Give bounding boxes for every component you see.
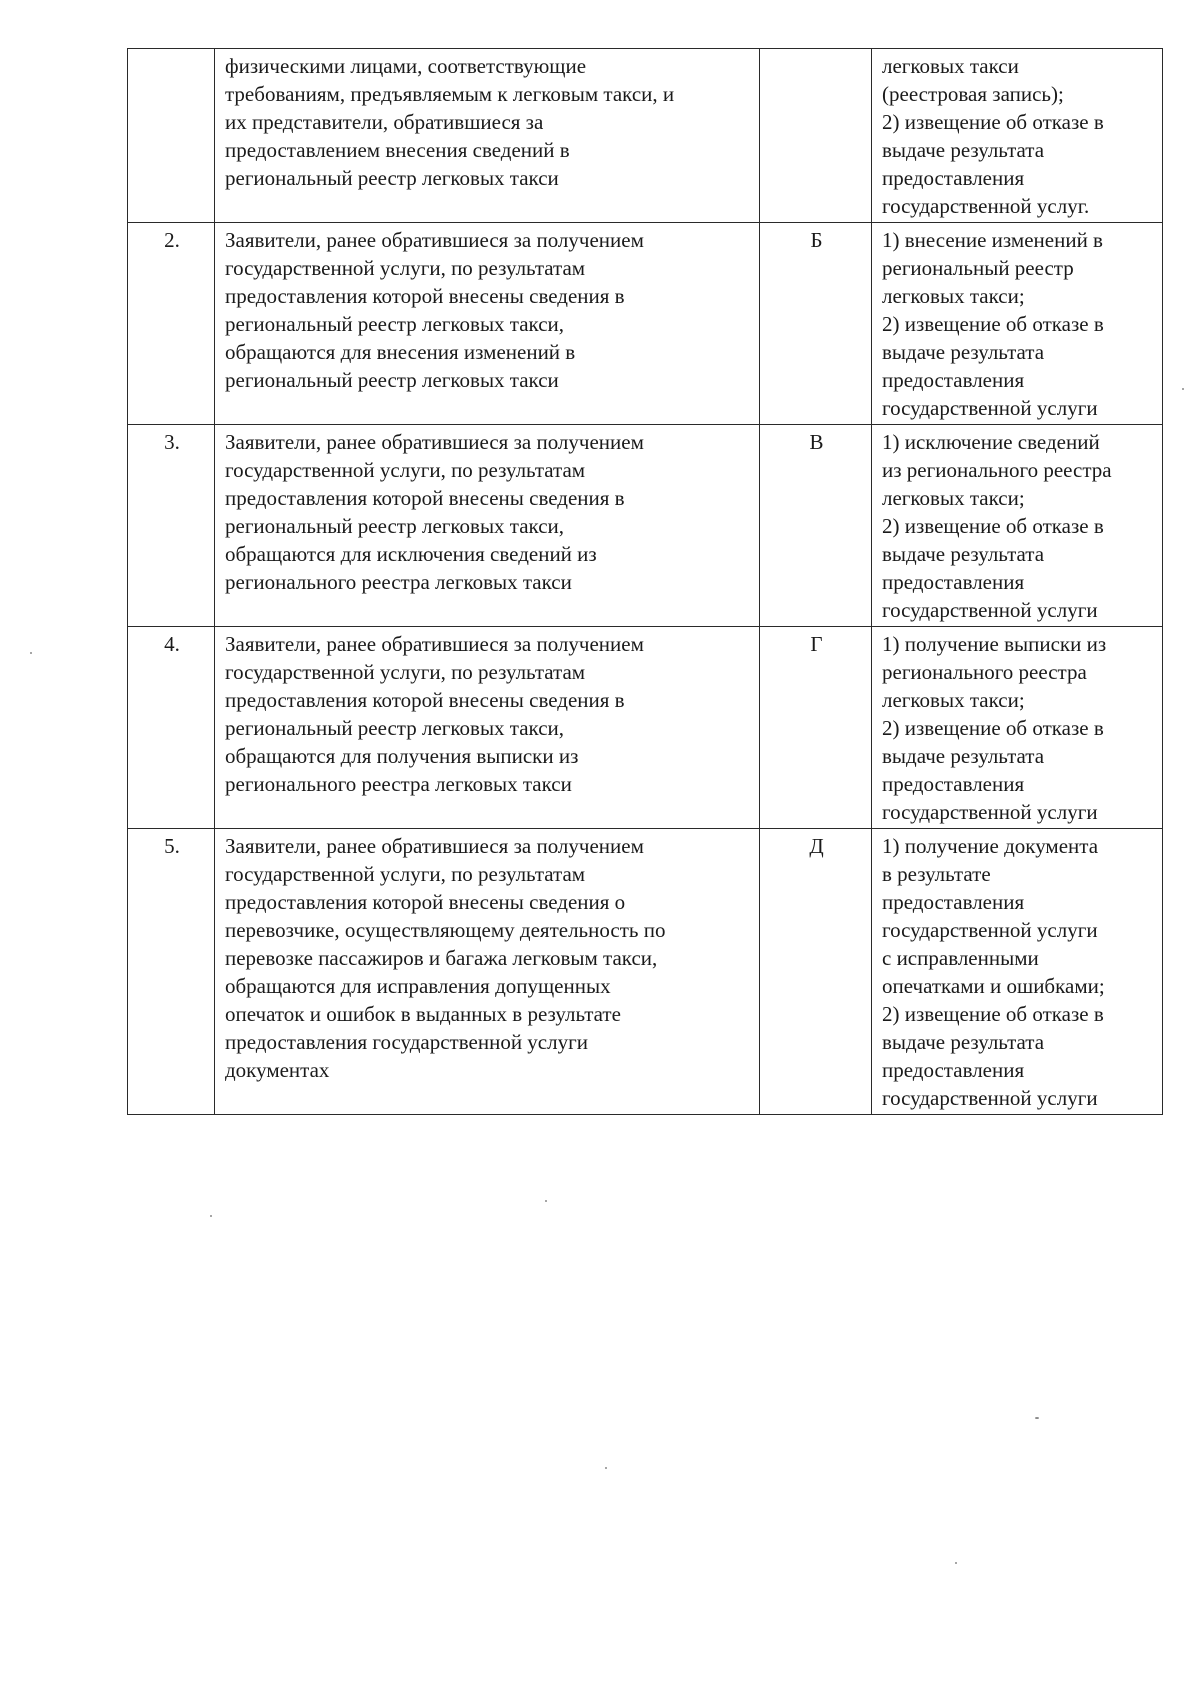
result-line: выдаче результата [882,1030,1045,1054]
description-line: региональный реестр легковых такси, [225,312,565,336]
row-number-cell [128,425,215,627]
description-line: региональный реестр легковых такси [225,166,559,190]
description-line: обращаются для внесения изменений в [225,340,576,364]
result-line: опечатками и ошибками; [882,974,1105,998]
result-line: с исправленными [882,946,1039,970]
description-line: предоставления которой внесены сведения в [225,688,625,712]
scan-speck [545,1200,547,1202]
result-line: легковых такси; [882,284,1025,308]
result-line: выдаче результата [882,138,1045,162]
result-line: государственной услуги [882,800,1098,824]
table-row [128,425,1163,627]
result-line: 2) извещение об отказе в [882,716,1104,740]
result-line: выдаче результата [882,542,1045,566]
variant-code-cell [760,829,872,1115]
result-line: государственной услуги [882,1086,1098,1110]
result-line: (реестровая запись); [882,82,1064,106]
result-line: в результате [882,862,991,886]
result-line: государственной услуги [882,396,1098,420]
result-line: 2) извещение об отказе в [882,514,1104,538]
table-row [128,223,1163,425]
description-line: регионального реестра легковых такси [225,772,572,796]
scan-speck [955,1562,957,1564]
scan-speck [1182,388,1184,390]
variant-code-cell [760,223,872,425]
description-line: региональный реестр легковых такси [225,368,559,392]
scan-speck [1035,1417,1039,1419]
row-number: 5. [164,834,180,858]
result-line: 2) извещение об отказе в [882,312,1104,336]
result-cell [872,49,1163,223]
result-line: 2) извещение об отказе в [882,110,1104,134]
result-cell [872,627,1163,829]
description-line: регионального реестра легковых такси [225,570,572,594]
result-line: легковых такси; [882,688,1025,712]
description-line: Заявители, ранее обратившиеся за получением [225,228,644,252]
result-line: предоставления [882,166,1025,190]
scan-speck [210,1215,212,1217]
row-number: 3. [164,430,180,454]
row-number-cell [128,829,215,1115]
description-line: государственной услуги, по результатам [225,256,586,280]
applicant-description-cell [215,829,760,1115]
result-line: выдаче результата [882,340,1045,364]
variant-code: Г [810,632,823,656]
description-line: предоставления которой внесены сведения в [225,284,625,308]
description-line: предоставления которой внесены сведения в [225,486,625,510]
row-number: 2. [164,228,180,252]
applicant-description-cell [215,223,760,425]
row-number-cell [128,223,215,425]
description-line: государственной услуги, по результатам [225,458,586,482]
result-line: 1) исключение сведений [882,430,1100,454]
description-line: обращаются для получения выписки из [225,744,579,768]
table-row [128,829,1163,1115]
result-line: легковых такси; [882,486,1025,510]
description-line: обращаются для исключения сведений из [225,542,597,566]
result-cell [872,829,1163,1115]
result-line: предоставления [882,570,1025,594]
variant-code: В [809,430,824,454]
row-number-cell [128,49,215,223]
row-number: 4. [164,632,180,656]
description-line: перевозчике, осуществляющему деятельность по [225,918,666,942]
result-line: региональный реестр [882,256,1074,280]
description-line: государственной услуги, по результатам [225,862,586,886]
variant-code: Б [810,228,823,252]
applicant-description-cell [215,425,760,627]
variant-code-cell [760,425,872,627]
description-line: Заявители, ранее обратившиеся за получением [225,632,644,656]
description-line: опечаток и ошибок в выданных в результате [225,1002,621,1026]
description-line: государственной услуги, по результатам [225,660,586,684]
result-line: государственной услуги [882,918,1098,942]
description-line: их представители, обратившиеся за [225,110,544,134]
result-line: предоставления [882,890,1025,914]
description-line: требованиям, предъявляемым к легковым такси, и [225,82,675,106]
row-number-cell [128,627,215,829]
result-cell [872,223,1163,425]
description-line: перевозке пассажиров и багажа легковым такси, [225,946,658,970]
services-table [127,48,1163,1115]
table-row [128,49,1163,223]
description-line: обращаются для исправления допущенных [225,974,611,998]
variant-code-cell [760,49,872,223]
description-line: Заявители, ранее обратившиеся за получением [225,430,644,454]
description-line: документах [225,1058,330,1082]
result-line: предоставления [882,368,1025,392]
description-line: региональный реестр легковых такси, [225,716,565,740]
result-line: предоставления [882,1058,1025,1082]
description-line: Заявители, ранее обратившиеся за получением [225,834,644,858]
result-line: выдаче результата [882,744,1045,768]
variant-code-cell [760,627,872,829]
result-line: легковых такси [882,54,1019,78]
result-line: 1) внесение изменений в [882,228,1103,252]
table-row [128,627,1163,829]
description-line: региональный реестр легковых такси, [225,514,565,538]
result-line: 2) извещение об отказе в [882,1002,1104,1026]
result-cell [872,425,1163,627]
result-line: предоставления [882,772,1025,796]
description-line: предоставления которой внесены сведения о [225,890,626,914]
description-line: предоставления государственной услуги [225,1030,588,1054]
result-line: государственной услуги [882,598,1098,622]
description-line: предоставлением внесения сведений в [225,138,570,162]
variant-code: Д [809,834,824,858]
scan-speck [30,652,32,654]
result-line: из регионального реестра [882,458,1112,482]
applicant-description-cell [215,49,760,223]
result-line: 1) получение выписки из [882,632,1107,656]
result-line: 1) получение документа [882,834,1099,858]
applicant-description-cell [215,627,760,829]
result-line: регионального реестра [882,660,1087,684]
description-line: физическими лицами, соответствующие [225,54,587,78]
scan-speck [605,1467,607,1469]
result-line: государственной услуг. [882,194,1090,218]
